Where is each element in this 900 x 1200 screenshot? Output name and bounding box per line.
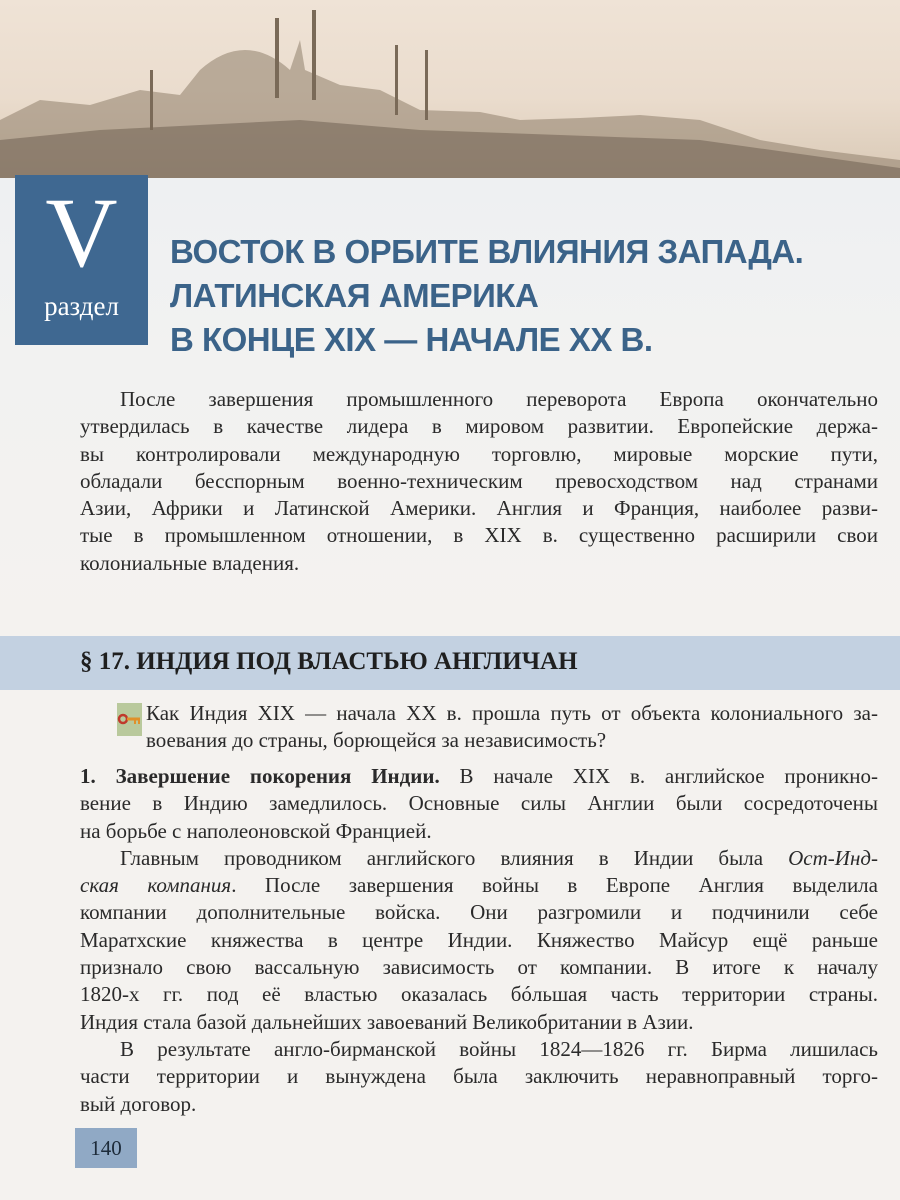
text-line <box>80 413 878 440</box>
text-segment: колониальные владения. <box>80 550 300 575</box>
part-title-line: ЛАТИНСКАЯ АМЕРИКА <box>170 277 539 314</box>
text-line <box>80 899 878 926</box>
text-segment: вение в Индию замедлилось. Основные силы Англии были сосредоточены <box>80 791 878 816</box>
text-segment: части территории и вынуждена была заключить неравноправный торго- <box>80 1064 878 1089</box>
text-segment: В результате англо-бирманской войны 1824—1826 гг. Бирма лишилась <box>120 1036 878 1061</box>
part-title-line: В КОНЦЕ XIX — НАЧАЛЕ XX В. <box>170 321 653 358</box>
part-number: V <box>45 177 118 288</box>
text-segment: Главным проводником английского влияния в Индии была <box>120 845 789 870</box>
text-segment: . После завершения войны в Европе Англия выделила <box>231 873 878 898</box>
key-question <box>146 700 878 755</box>
text-segment: Индия стала базой дальнейших завоеваний Великобритании в Азии. <box>80 1009 694 1034</box>
text-segment: Азии, Африки и Латинской Америки. Англия и Франция, наиболее разви- <box>80 496 878 521</box>
term-italic: ская компания <box>80 873 232 898</box>
text-segment: утвердилась в качестве лидера в мировом развитии. Европейские держа- <box>80 414 878 439</box>
text-line <box>80 386 878 413</box>
page-number: 140 <box>75 1128 137 1168</box>
part-label: раздел <box>44 291 119 321</box>
body-text <box>80 763 878 1118</box>
text-line <box>80 1009 878 1036</box>
text-line <box>80 954 878 981</box>
question-line: воевания до страны, борющейся за независимость? <box>146 728 607 753</box>
section-title: § 17. ИНДИЯ ПОД ВЛАСТЬЮ АНГЛИЧАН <box>80 648 578 675</box>
text-line <box>80 1036 878 1063</box>
text-segment: обладали бесспорным военно-техническим превосходством над странами <box>80 468 878 493</box>
text-line <box>80 495 878 522</box>
text-segment: на борьбе с наполеоновской Францией. <box>80 818 432 843</box>
part-title-line: ВОСТОК В ОРБИТЕ ВЛИЯНИЯ ЗАПАДА. <box>170 233 804 270</box>
subheading: 1. Завершение покорения Индии. <box>80 764 440 788</box>
text-segment: компании дополнительные войска. Они разгромили и подчинили себе <box>80 900 878 925</box>
question-line: Как Индия XIX — начала XX в. прошла путь от объекта колониального за- <box>146 701 878 725</box>
text-line <box>80 1063 878 1090</box>
intro-paragraph <box>80 386 878 577</box>
text-segment: После завершения промышленного переворота Европа окончательно <box>120 387 878 411</box>
text-segment: В начале XIX в. английское проникно- <box>439 764 879 788</box>
text-segment: признало свою вассальную зависимость от компании. В итоге к началу <box>80 955 878 980</box>
key-icon <box>117 703 142 736</box>
text-segment: Маратхские княжества в центре Индии. Княжество Майсур ещё раньше <box>80 927 878 952</box>
part-title <box>170 230 803 362</box>
text-segment: вый договор. <box>80 1091 197 1116</box>
istanbul-skyline-image <box>0 0 900 178</box>
text-line <box>80 550 878 577</box>
text-line <box>80 818 878 845</box>
text-line <box>80 1091 878 1118</box>
term-italic: Ост-Инд- <box>788 845 878 870</box>
text-line <box>80 763 878 790</box>
text-line <box>80 981 878 1008</box>
text-line <box>80 468 878 495</box>
text-line <box>80 872 878 899</box>
text-segment: 1820-х гг. под её властью оказалась бóльшая часть территории страны. <box>80 982 878 1007</box>
text-line <box>80 441 878 468</box>
text-segment: вы контролировали международную торговлю, мировые морские пути, <box>80 441 878 466</box>
text-line <box>80 522 878 549</box>
text-line <box>80 927 878 954</box>
text-segment: тые в промышленном отношении, в XIX в. существенно расширили свои <box>80 523 878 548</box>
part-badge <box>15 175 148 345</box>
text-line <box>80 845 878 872</box>
text-line <box>80 790 878 817</box>
